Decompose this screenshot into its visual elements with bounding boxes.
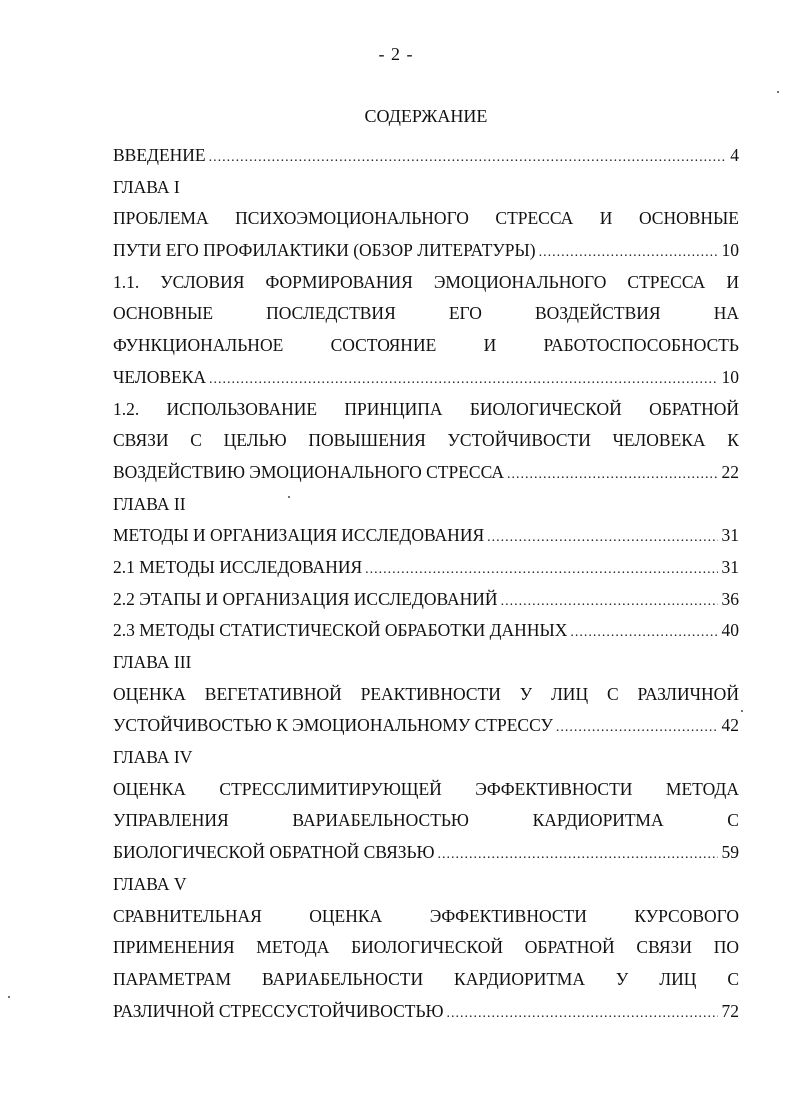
toc-leader-dots [209,364,717,394]
toc-entry [113,235,739,267]
toc-word: СОСТОЯНИЕ [330,335,437,356]
toc-word: ЭФФЕКТИВНОСТИ [429,905,587,926]
toc-word: С [727,968,739,989]
toc-page-number: 10 [721,366,739,387]
toc-entry [113,837,739,869]
toc-word: СВЯЗИ [636,937,692,958]
toc-word: КАРДИОРИТМА [454,968,585,989]
toc-word: ИСПОЛЬЗОВАНИЕ [166,398,318,419]
toc-word: С [606,683,619,704]
toc-page-number: 31 [721,525,739,546]
table-of-contents [113,140,739,1027]
toc-word: И [726,271,739,292]
toc-word: СВЯЗИ [113,430,169,451]
toc-entry [113,996,739,1028]
toc-entry-title: УСТОЙЧИВОСТЬЮ К ЭМОЦИОНАЛЬНОМУ СТРЕССУ [113,715,553,736]
toc-leader-dots [570,617,717,647]
toc-word: С [727,810,739,831]
toc-word: СРАВНИТЕЛЬНАЯ [113,905,262,926]
toc-word: ЧЕЛОВЕКА [612,430,706,451]
toc-word: СТРЕССА [495,208,574,229]
toc-word: ОЦЕНКА [113,683,186,704]
toc-word: ЛИЦ [550,683,589,704]
toc-word: УСТОЙЧИВОСТИ [447,430,591,451]
toc-entry-line [113,425,739,457]
toc-entry-line [113,774,739,806]
toc-word: ОБРАТНОЙ [524,937,615,958]
toc-word: ПРИНЦИПА [344,398,443,419]
toc-word: И [483,335,497,356]
toc-word: ВАРИАБЕЛЬНОСТЬЮ [292,810,469,831]
toc-page-number: 22 [721,461,739,482]
toc-entry-title: МЕТОДЫ И ОРГАНИЗАЦИЯ ИССЛЕДОВАНИЯ [113,525,485,546]
toc-entry-line [113,203,739,235]
toc-leader-dots [501,586,718,616]
toc-word: СТРЕССЛИМИТИРУЮЩЕЙ [219,778,442,799]
toc-chapter-heading: ГЛАВА V [113,873,187,894]
toc-word: У [615,968,629,989]
toc-leader-dots [487,522,717,552]
toc-entry-line [113,964,739,996]
toc-chapter-heading: ГЛАВА I [113,176,180,197]
toc-entry [113,584,739,616]
toc-page-number: 10 [721,240,739,261]
toc-chapter-heading: ГЛАВА IV [113,747,193,768]
toc-word: УСЛОВИЯ [160,271,245,292]
toc-word: СТРЕССА [627,271,706,292]
toc-entry-title: ВВЕДЕНИЕ [113,145,206,165]
toc-word: ПСИХОЭМОЦИОНАЛЬНОГО [235,208,469,229]
scan-speck [288,496,290,498]
toc-word: И [599,208,613,229]
toc-entry-title: БИОЛОГИЧЕСКОЙ ОБРАТНОЙ СВЯЗЬЮ [113,842,435,863]
toc-leader-dots [507,459,717,489]
toc-entry-title: РАЗЛИЧНОЙ СТРЕССУСТОЙЧИВОСТЬЮ [113,1000,444,1021]
toc-entry-line [113,330,739,362]
toc-word: ОСНОВНЫЕ [638,208,739,229]
toc-word: С [190,430,202,451]
toc-entry [113,457,739,489]
toc-word: РАЗЛИЧНОЙ [637,683,739,704]
toc-entry [113,140,739,172]
toc-leader-dots [539,237,718,267]
toc-word: ЛИЦ [659,968,697,989]
toc-word: НА [713,303,739,324]
toc-leader-dots [438,839,718,869]
toc-word: ВАРИАБЕЛЬНОСТИ [261,968,424,989]
toc-entry-line [113,298,739,330]
toc-page-number: 31 [721,556,739,577]
toc-word: КАРДИОРИТМА [532,810,664,831]
toc-leader-dots [447,998,718,1028]
toc-leader-dots [209,142,727,172]
toc-page-number: 36 [721,588,739,609]
toc-entry [113,710,739,742]
toc-page-number: 42 [721,715,739,736]
toc-entry [113,615,739,647]
toc-word: ЦЕЛЬЮ [223,430,287,451]
toc-word: ОБРАТНОЙ [649,398,739,419]
toc-entry-line [113,679,739,711]
toc-entry [113,362,739,394]
toc-entry-title: ВОЗДЕЙСТВИЮ ЭМОЦИОНАЛЬНОГО СТРЕССА [113,461,505,482]
toc-entry-line [113,805,739,837]
toc-word: МЕТОДА [256,937,330,958]
scan-speck [741,710,743,712]
toc-entry-line [113,394,739,426]
toc-entry-line [113,932,739,964]
toc-word: ОЦЕНКА [309,905,383,926]
scan-speck [8,996,10,998]
toc-word: 1.1. [113,271,140,292]
toc-page-number: 72 [721,1000,739,1021]
scan-speck [777,91,779,93]
toc-word: ОЦЕНКА [113,778,186,799]
toc-word: РЕАКТИВНОСТИ [360,683,501,704]
page-number: - 2 - [378,44,414,64]
toc-word: ФУНКЦИОНАЛЬНОЕ [113,335,284,356]
toc-word: ОСНОВНЫЕ [113,303,214,324]
toc-word: У [519,683,533,704]
toc-entry [113,552,739,584]
toc-entry [113,520,739,552]
toc-word: БИОЛОГИЧЕСКОЙ [469,398,622,419]
toc-word: ФОРМИРОВАНИЯ [265,271,413,292]
toc-word: ВЕГЕТАТИВНОЙ [204,683,342,704]
toc-word: РАБОТОСПОСОБНОСТЬ [543,335,739,356]
toc-title: СОДЕРЖАНИЕ [364,106,488,126]
toc-entry-title: 2.2 ЭТАПЫ И ОРГАНИЗАЦИЯ ИССЛЕДОВАНИЙ [113,588,498,609]
toc-entry-title: ПУТИ ЕГО ПРОФИЛАКТИКИ (ОБЗОР ЛИТЕРАТУРЫ) [113,240,536,261]
toc-word: К [727,430,739,451]
toc-word: ПРИМЕНЕНИЯ [113,937,235,958]
toc-word: ПРОБЛЕМА [113,208,209,229]
toc-page-number: 4 [730,145,739,165]
toc-page-number: 40 [721,620,739,641]
toc-entry-title: ЧЕЛОВЕКА [113,366,207,387]
toc-word: ЭФФЕКТИВНОСТИ [475,778,633,799]
toc-word: ПО [713,937,739,958]
toc-word: ЭМОЦИОНАЛЬНОГО [433,271,607,292]
toc-entry-line [113,901,739,933]
toc-word: КУРСОВОГО [634,905,739,926]
toc-word: ПАРАМЕТРАМ [113,968,232,989]
toc-chapter-heading: ГЛАВА II [113,493,186,514]
toc-page-number: 59 [721,842,739,863]
toc-leader-dots [556,712,718,742]
toc-chapter-heading: ГЛАВА III [113,652,192,672]
toc-word: ВОЗДЕЙСТВИЯ [534,303,661,324]
toc-word: ЕГО [448,303,482,324]
toc-leader-dots [365,554,717,584]
toc-word: ПОСЛЕДСТВИЯ [266,303,396,324]
toc-word: БИОЛОГИЧЕСКОЙ [351,937,504,958]
toc-word: МЕТОДА [665,778,739,799]
toc-word: ПОВЫШЕНИЯ [308,430,426,451]
toc-word: 1.2. [113,398,140,419]
toc-word: УПРАВЛЕНИЯ [113,810,229,831]
toc-entry-title: 2.3 МЕТОДЫ СТАТИСТИЧЕСКОЙ ОБРАБОТКИ ДАННЫХ [113,620,568,641]
toc-entry-line [113,267,739,299]
toc-entry-title: 2.1 МЕТОДЫ ИССЛЕДОВАНИЯ [113,556,363,577]
